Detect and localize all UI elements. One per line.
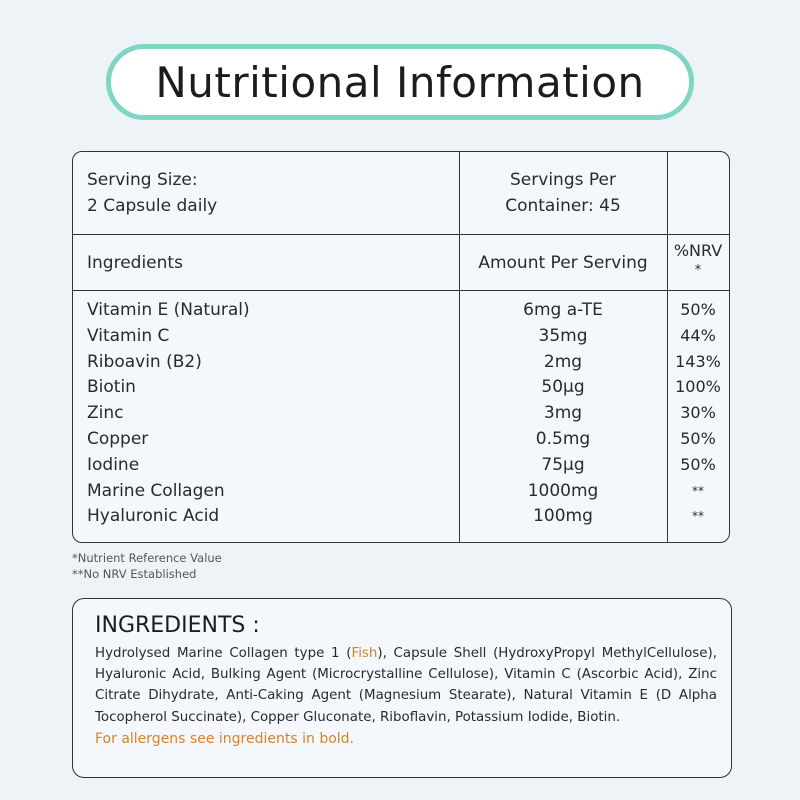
nutrient-nrv: 143% <box>675 351 721 371</box>
nutrient-name: Hyaluronic Acid <box>87 506 220 527</box>
table-row <box>73 503 729 529</box>
nutrition-table <box>72 151 730 543</box>
allergen-note: For allergens see ingredients in bold. <box>95 730 354 747</box>
ingredients-panel <box>72 598 732 778</box>
nutrient-amount: 75µg <box>541 454 585 475</box>
nutrient-amount: 35mg <box>538 325 588 346</box>
nutrient-rows <box>73 297 729 529</box>
nutrient-amount: 3mg <box>543 403 583 424</box>
ingredients-heading: INGREDIENTS : <box>95 613 260 638</box>
servings-per-value: Container: 45 <box>505 196 621 216</box>
nutrient-amount: 100mg <box>533 506 593 527</box>
page-title: Nutritional Information <box>155 57 645 107</box>
nutrient-nrv: 44% <box>680 325 716 345</box>
serving-size-value: 2 Capsule daily <box>87 196 218 216</box>
table-row <box>73 349 729 375</box>
table-row <box>73 400 729 426</box>
allergen-highlight: Fish <box>351 646 378 661</box>
title-banner <box>106 44 694 120</box>
table-row <box>73 374 729 400</box>
nutrient-nrv: 50% <box>680 300 716 319</box>
nutrient-name: Riboavin (B2) <box>87 351 202 372</box>
table-row <box>73 478 729 504</box>
nutrient-amount: 6mg a-TE <box>523 300 603 320</box>
table-divider <box>73 234 729 235</box>
nutrient-name: Iodine <box>87 454 140 475</box>
nutrient-name: Marine Collagen <box>87 480 225 501</box>
footnotes <box>72 550 222 582</box>
servings-per-label: Servings Per <box>510 170 616 190</box>
nutrient-nrv: 30% <box>680 403 716 423</box>
nutrient-nrv: 100% <box>675 377 721 397</box>
table-divider <box>73 290 729 291</box>
column-header-amount: Amount Per Serving <box>478 253 648 273</box>
nutrient-amount: 50µg <box>541 377 585 398</box>
table-row <box>73 452 729 478</box>
nutrient-name: Copper <box>87 428 149 449</box>
nutrient-name: Biotin <box>87 377 136 398</box>
column-header-ingredients: Ingredients <box>87 253 183 273</box>
table-row <box>73 297 729 323</box>
table-row <box>73 323 729 349</box>
footnote-nrv: *Nutrient Reference Value <box>72 551 222 565</box>
ingredients-list <box>95 643 717 728</box>
nutrient-amount: 1000mg <box>527 480 599 501</box>
footnote-no-nrv: **No NRV Established <box>72 567 197 581</box>
nutrient-name: Vitamin C <box>87 325 170 346</box>
nutrient-amount: 0.5mg <box>535 428 591 449</box>
column-header-nrv-mark: * <box>694 263 702 278</box>
column-header-nrv: %NRV <box>673 241 723 260</box>
nutrient-name: Zinc <box>87 403 124 424</box>
table-row <box>73 426 729 452</box>
ingredients-text-start: Hydrolysed Marine Collagen type 1 ( <box>95 646 352 661</box>
serving-size-label: Serving Size: <box>87 170 198 190</box>
nutrient-nrv: 50% <box>680 454 716 474</box>
ingredients-text-rest: ), Capsule Shell (HydroxyPropyl MethylCellulose), Hyaluronic Acid, Bulking Agent (Microcrystalline Cellulose), Vitamin C (Ascorbic Acid), Zinc Citrate Dihydrate, Anti-Caking Agent (Magnesium Stearate), Natural Vitamin E (D Alpha Tocopherol Succinate), Copper Gluconate, Riboflavin, Potassium Iodide, Biotin. <box>95 646 717 725</box>
nutrient-nrv: ** <box>692 509 704 524</box>
nutrient-name: Vitamin E (Natural) <box>87 300 250 320</box>
nutrient-nrv: 50% <box>680 428 716 448</box>
nutrient-nrv: ** <box>692 483 704 498</box>
nutrient-amount: 2mg <box>543 351 583 372</box>
